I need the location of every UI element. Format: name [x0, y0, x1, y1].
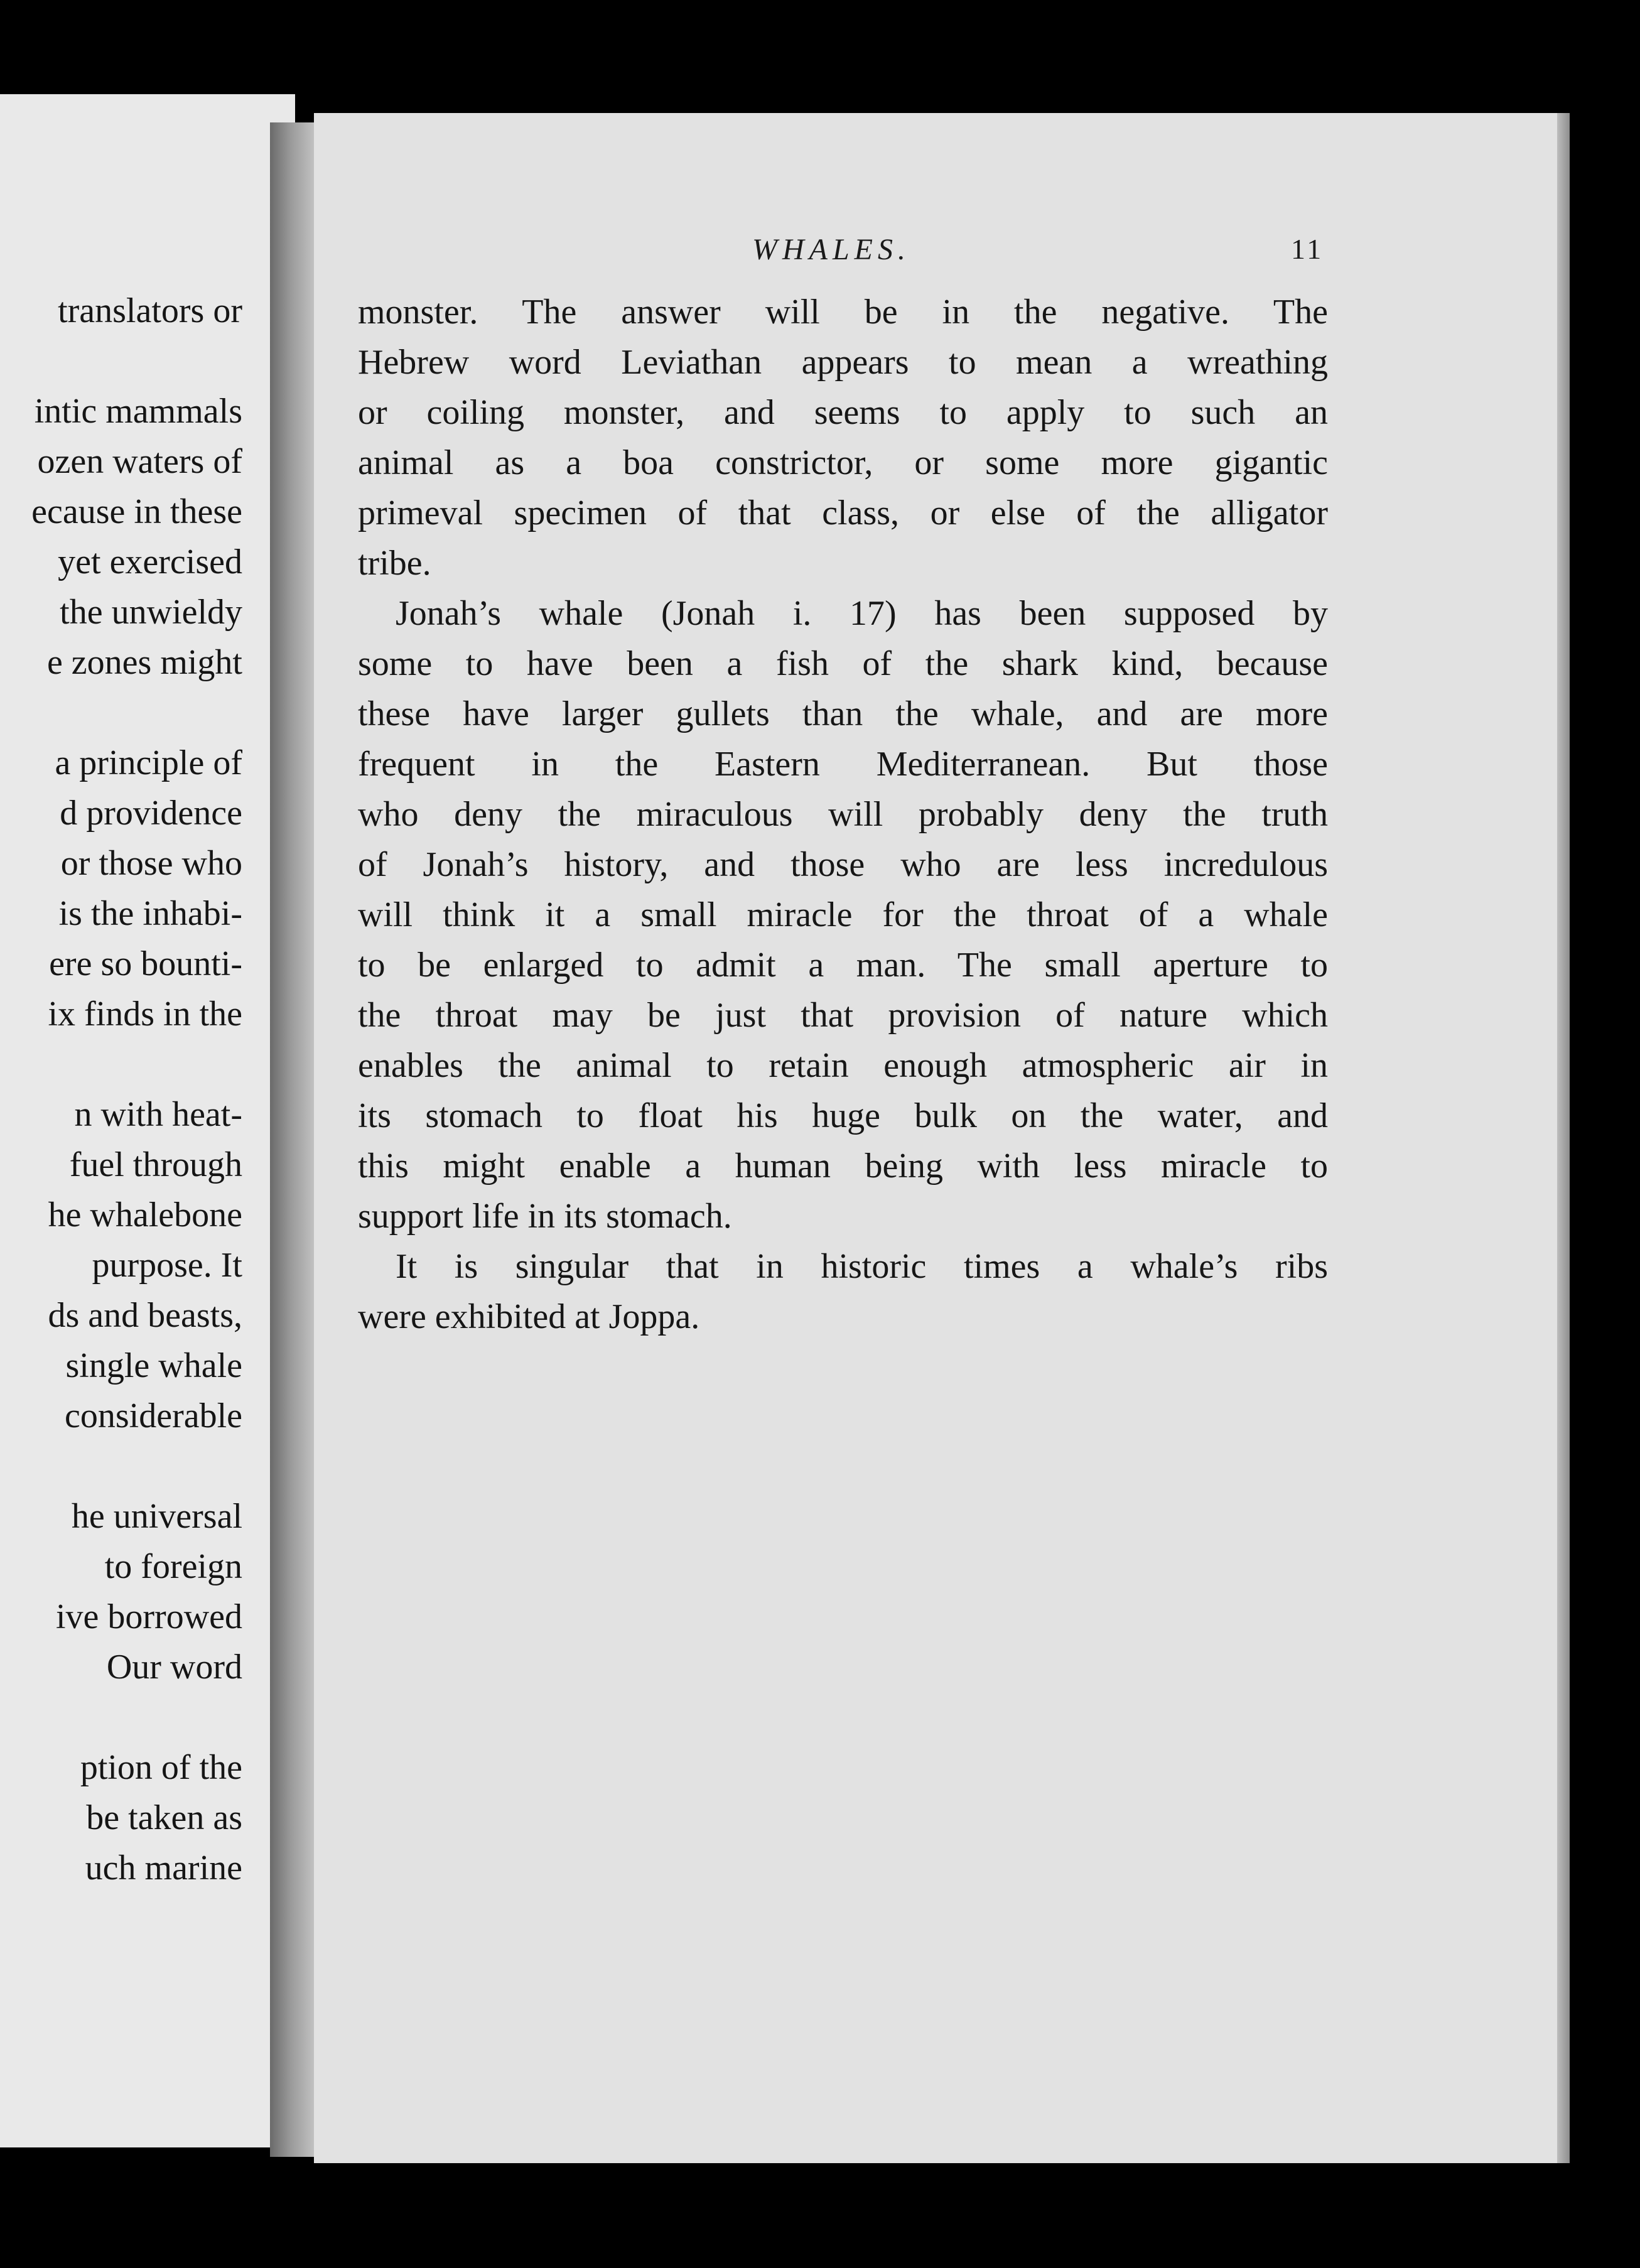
facing-line: is the inhabi- [58, 894, 242, 933]
facing-line: he whalebone [48, 1196, 242, 1234]
facing-line [31, 1441, 242, 1491]
facing-line: translators or [58, 291, 242, 330]
text-line: animal as a boa constrictor, or some more gigantic [358, 443, 1328, 482]
facing-line: or those who [60, 844, 242, 883]
facing-line: yet exercised [58, 543, 242, 581]
facing-line [31, 1039, 242, 1089]
text-line: frequent in the Eastern Mediterranean. But those [358, 745, 1328, 784]
text-line: Jonah’s whale (Jonah i. 17) has been supposed by [396, 594, 1328, 633]
facing-line: intic mammals [34, 392, 242, 431]
facing-line: Our word [106, 1648, 242, 1687]
text-line: support life in its stomach. [358, 1197, 732, 1236]
facing-line: the unwieldy [60, 593, 242, 632]
text-line: enables the animal to retain enough atmospheric air in [358, 1046, 1328, 1085]
text-line: monster. The answer will be in the negative. The [358, 293, 1328, 332]
facing-line [31, 1692, 242, 1742]
facing-line: ption of the [80, 1748, 242, 1787]
facing-line: a principle of [55, 743, 242, 782]
text-line: will think it a small miracle for the throat of a whale [358, 895, 1328, 934]
facing-line: uch marine [85, 1849, 242, 1887]
facing-line: considerable [65, 1396, 242, 1435]
facing-line: ive borrowed [55, 1597, 242, 1636]
facing-line: ix finds in the [48, 995, 242, 1034]
text-line: tribe. [358, 544, 431, 583]
facing-line: ozen waters of [37, 442, 242, 481]
text-line: It is singular that in historic times a whale’s ribs [396, 1247, 1328, 1286]
facing-line [31, 688, 242, 738]
text-line: primeval specimen of that class, or else of the alligator [358, 494, 1328, 532]
text-line: some to have been a fish of the shark kind, because [358, 644, 1328, 683]
page-edge [1557, 113, 1570, 2163]
facing-line: ere so bounti- [49, 944, 242, 983]
text-line: to be enlarged to admit a man. The small aperture to [358, 946, 1328, 985]
facing-line: ecause in these [31, 492, 242, 531]
facing-line: be taken as [86, 1798, 242, 1837]
facing-page-text [31, 286, 242, 1893]
facing-line: purpose. It [92, 1246, 242, 1285]
facing-page [0, 94, 295, 2147]
page-number: 11 [1291, 233, 1324, 265]
running-head [314, 232, 1557, 270]
text-line: Hebrew word Leviathan appears to mean a wreathing [358, 343, 1328, 382]
facing-line: n with heat- [74, 1095, 242, 1134]
text-line: who deny the miraculous will probably deny the truth [358, 795, 1328, 834]
book-page [314, 113, 1557, 2163]
text-line: were exhibited at Joppa. [358, 1297, 700, 1336]
facing-line: single whale [65, 1346, 242, 1385]
facing-line [31, 336, 242, 386]
facing-line: he universal [71, 1497, 242, 1536]
text-line: or coiling monster, and seems to apply to such an [358, 393, 1328, 432]
facing-line: d providence [60, 794, 242, 833]
body-text [358, 287, 1328, 1342]
text-line: the throat may be just that provision of nature which [358, 996, 1328, 1035]
text-line: this might enable a human being with less miracle to [358, 1147, 1328, 1185]
facing-line: e zones might [46, 643, 242, 682]
facing-line: fuel through [69, 1145, 242, 1184]
running-title: WHALES. [752, 233, 910, 266]
facing-line: ds and beasts, [48, 1296, 242, 1335]
text-line: of Jonah’s history, and those who are less incredulous [358, 845, 1328, 884]
text-line: these have larger gullets than the whale, and are more [358, 694, 1328, 733]
text-line: its stomach to float his huge bulk on the water, and [358, 1096, 1328, 1135]
facing-line: to foreign [104, 1547, 242, 1586]
